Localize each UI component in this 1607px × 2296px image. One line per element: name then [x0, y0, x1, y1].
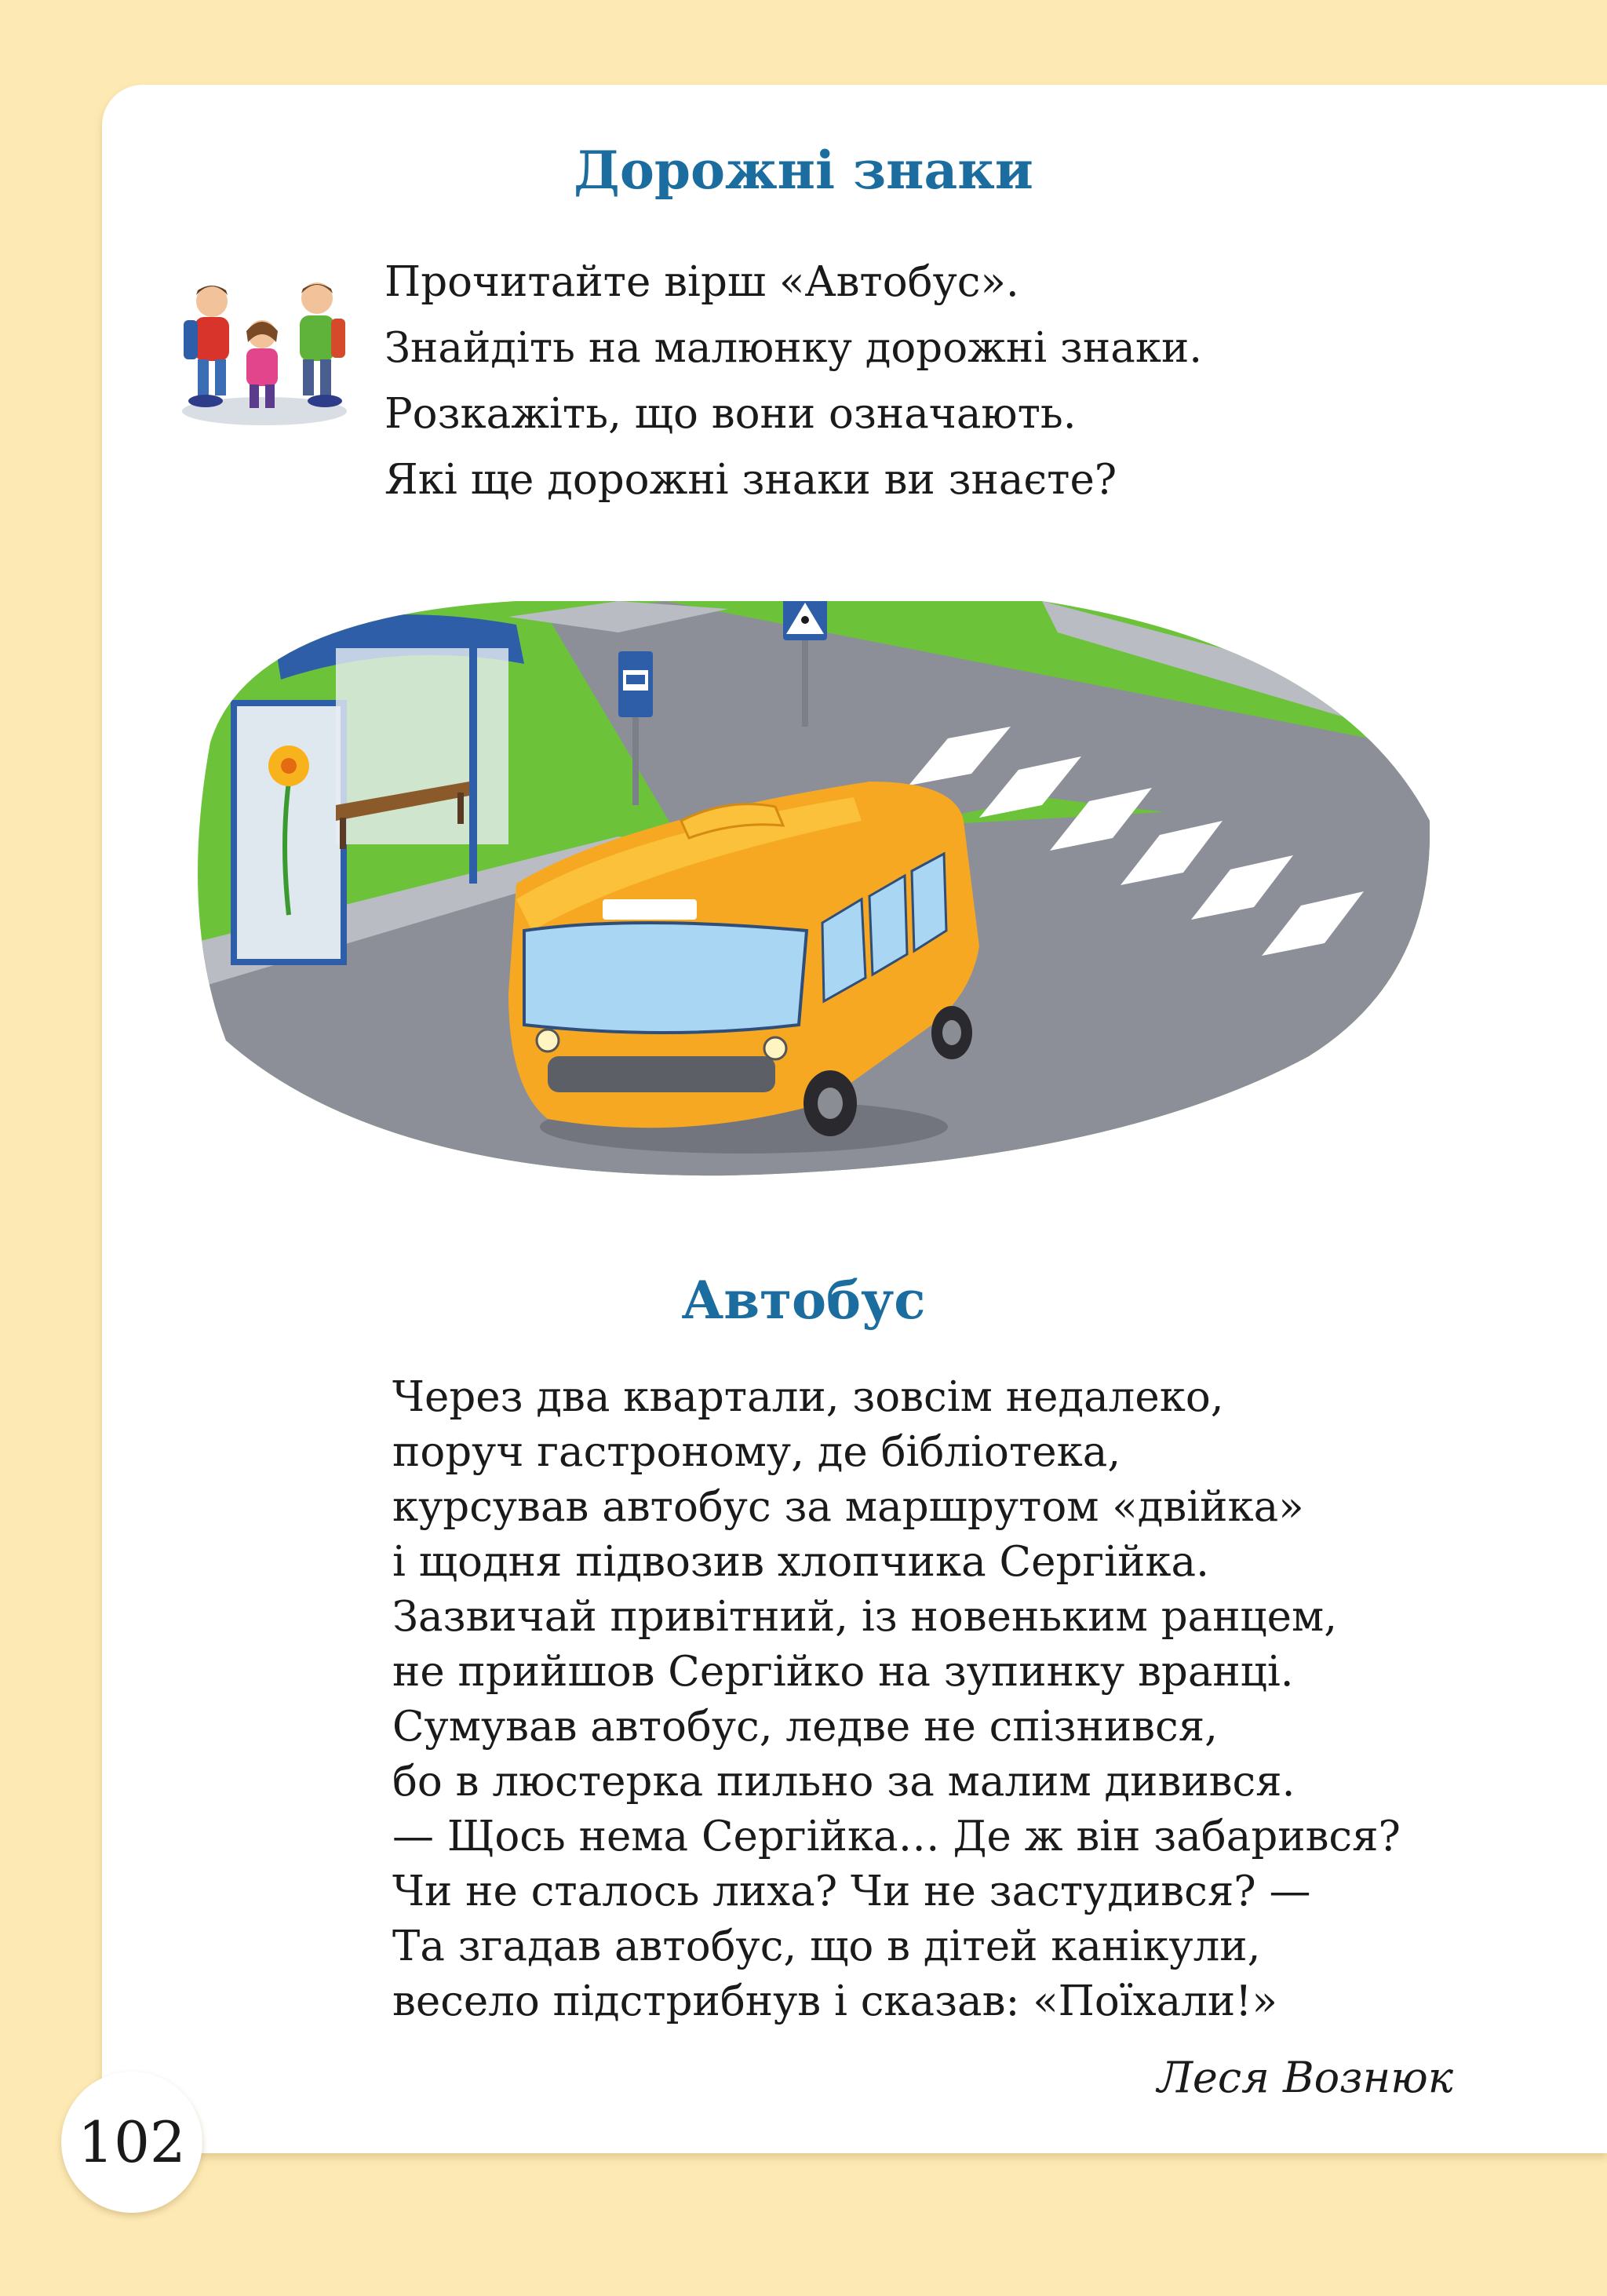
child-right — [300, 282, 345, 407]
poem-line: Зазвичай привітний, із новеньким ранцем, — [392, 1593, 1338, 1641]
task-line: Прочитайте вірш «Автобус». — [384, 258, 1019, 306]
poem-line: і щодня підвозив хлопчика Сергійка. — [392, 1538, 1209, 1586]
poem-line: курсував автобус за маршрутом «двійка» — [392, 1483, 1304, 1531]
group-work-icon — [174, 272, 355, 428]
poem-line: Чи не сталось лиха? Чи не застудився? — — [392, 1868, 1311, 1915]
poem-author: Леся Вознюк — [1157, 2053, 1453, 2102]
poem-line: не прийшов Сергійко на зупинку вранці. — [392, 1648, 1294, 1696]
poem-line: Сумував автобус, ледве не спізнився, — [392, 1703, 1218, 1751]
poem-text — [392, 1370, 1401, 2029]
section-title: Дорожні знаки — [574, 140, 1033, 201]
child-middle — [246, 320, 278, 408]
poem-line: поруч гастроному, де бібліотека, — [392, 1428, 1121, 1476]
task-line: Які ще дорожні знаки ви знаєте? — [384, 456, 1117, 504]
poem-title: Автобус — [681, 1270, 926, 1331]
child-left — [184, 286, 229, 407]
page-number: 102 — [61, 2072, 202, 2213]
task-instructions — [384, 250, 1202, 513]
poem-line: весело підстрибнув і сказав: «Поїхали!» — [392, 1977, 1277, 2025]
poem-line: бо в люстерка пильно за малим дивився. — [392, 1758, 1295, 1806]
task-line: Знайдіть на малюнку дорожні знаки. — [384, 324, 1203, 372]
poem-line: Та згадав автобус, що в дітей канікули, — [392, 1922, 1261, 1970]
bus-stop-illustration — [179, 585, 1430, 1179]
poem-line: — Щось нема Сергійка… Де ж він забарився? — [392, 1813, 1401, 1860]
task-line: Розкажіть, що вони означають. — [384, 390, 1077, 438]
poem-line: Через два квартали, зовсім недалеко, — [392, 1373, 1224, 1421]
